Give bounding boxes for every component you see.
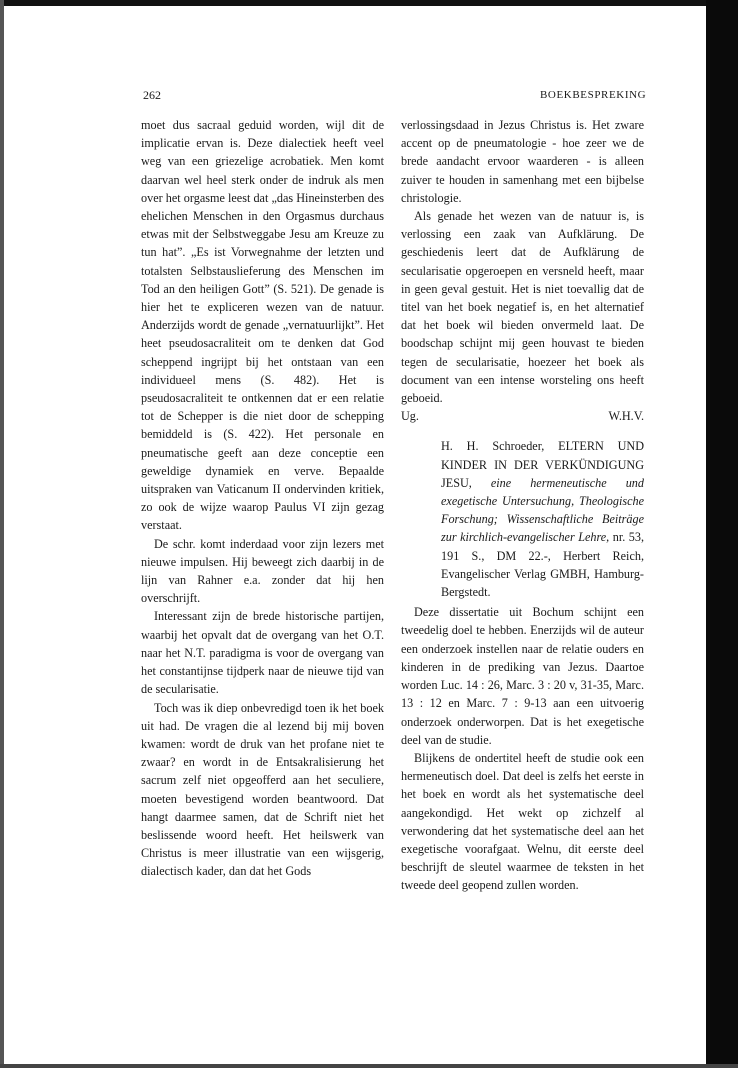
scan-edge-top (0, 0, 738, 6)
signature-initials: W.H.V. (608, 409, 644, 424)
citation-details: nr. 53, 191 S., DM 22.-, Herbert Reich, Evangelischer Verlag GMBH, Hamburg-Bergstedt. (441, 530, 644, 600)
paragraph: Blijkens de ondertitel heeft de studie ook een hermeneutisch doel. Dat deel is zelfs het eerste in het boek en wordt als het systematische deel aangekondigd. Het wekt op zichzelf al verwondering dat het systematische deel aan het exegetische voorafgaat. Welnu, dit eerste deel beschrijft de sleutel waarmee de teksten in het tweede deel geopend zullen worden. (401, 750, 644, 893)
scan-edge-bottom (0, 1064, 738, 1068)
paragraph: Deze dissertatie uit Bochum schijnt een tweedelig doel te hebben. Enerzijds wil de auteur een onderzoek instellen naar de relatie ouders en kinderen in de prediking van Jezus. Daartoe worden Luc. 14 : 26, Marc. 3 : 20 v, 31-35, Marc. 13 : 12 en Marc. 7 : 9-13 aan een uitvoerig onderzoek onderworpen. Dat is het exegetische deel van de studie. (401, 605, 644, 747)
scan-edge-left (0, 0, 4, 1068)
running-head: BOEKBESPREKING (540, 89, 647, 101)
scan-edge-right (706, 0, 738, 1068)
page-number: 262 (143, 88, 161, 102)
citation-subtitle: eine hermeneutische und exegetische Untersuchung, Theologische Forschung; Wissenschaftliche Beiträge zur kirchlich-evangelischer Lehre, (441, 475, 644, 545)
paragraph: Interessant zijn de brede historische partijen, waarbij het opvalt dat de overgang van het O.T. naar het N.T. paradigma is voor de overgang van het constantijnse tijdperk naar de nieuwe tijd van de secularisatie. (141, 609, 384, 697)
book-citation (441, 437, 644, 601)
citation-author-title: H. H. Schroeder, ELTERN UND KINDER IN DER VERKÜNDIGUNG JESU, (441, 439, 644, 490)
signature-place: Ug. (401, 409, 419, 424)
right-column (401, 116, 644, 895)
paragraph: De schr. komt inderdaad voor zijn lezers met nieuwe impulsen. Hij beweegt zich daarbij in de lijn van Rahner e.a. zonder dat hij hen overschrijft. (141, 536, 384, 606)
paragraph: verlossingsdaad in Jezus Christus is. Het zware accent op de pneumatologie - hoe zeer we de brede aandacht ervoor waarderen - is alleen zuiver te houden in samenhang met een bijbelse christologie. (401, 118, 644, 205)
paragraph: Toch was ik diep onbevredigd toen ik het boek uit had. De vragen die al lezend bij mij boven kwamen: wordt de druk van het profane niet te zwaar? en wordt in de Entsakralisierung het sacrum zelf niet opgeofferd aan het seculiere, moeten bevestigend worden beantwoord. Dat hangt daarmee samen, dat de Schrift niet het beslissende woord heeft. Het heilswerk van Christus is meer illustratie van een wijsgerig, dialectisch kader, dan dat het Gods (141, 700, 384, 879)
paragraph: Als genade het wezen van de natuur is, is verlossing een zaak van Aufklärung. De geschiedenis leert dat de Aufklärung de secularisatie opgeroepen en versneld heeft, maar in geen geval gestuit. Het is niet toevallig dat de titel van het boek negatief is, en het alternatief dat het boek wil bieden onvermeld laat. De boodschap schijnt mij geen houvast te bieden tegen de secularisatie, hoezeer het boek als document van een intense worsteling ons heeft geboeid. (401, 209, 644, 406)
left-column (141, 116, 384, 881)
review-signature (401, 407, 644, 425)
paragraph: moet dus sacraal geduid worden, wijl dit de implicatie ervan is. Deze dialectiek heeft veel weg van een griezelige acrobatiek. Men komt daarvan wel heel sterk onder de indruk als men over het orgasme leest dat „das Hineinsterben des ehelichen Menschen in den Orgasmus durchaus etwas mit der Selbstweggabe Jesu am Kreuze zu tun hat”. „Es ist Vorwegnahme der letzten und totalsten Selbstauslieferung des Menschen im Tod an den heiligen Gott” (S. 521). De genade is hier het te expliceren wezen van de natuur. Anderzijds wordt de genade „vernatuurlijkt”. Het heet pseudosacraliteit om te denken dat God scheppend ingrijpt bij het ontstaan van een individueel mens (S. 482). Het is pseudosacraliteit te ontkennen dat er een relatie tot de Schepper is die niet door de schepping bemiddeld is (S. 422). Het personale en pneumatische geeft aan deze conceptie een geweldige dynamiek en verve. Bepaalde uitspraken van Vaticanum II ondervinden kritiek, zo ook de wijze waarop Paulus VI zijn gezag verstaat. (141, 118, 384, 533)
